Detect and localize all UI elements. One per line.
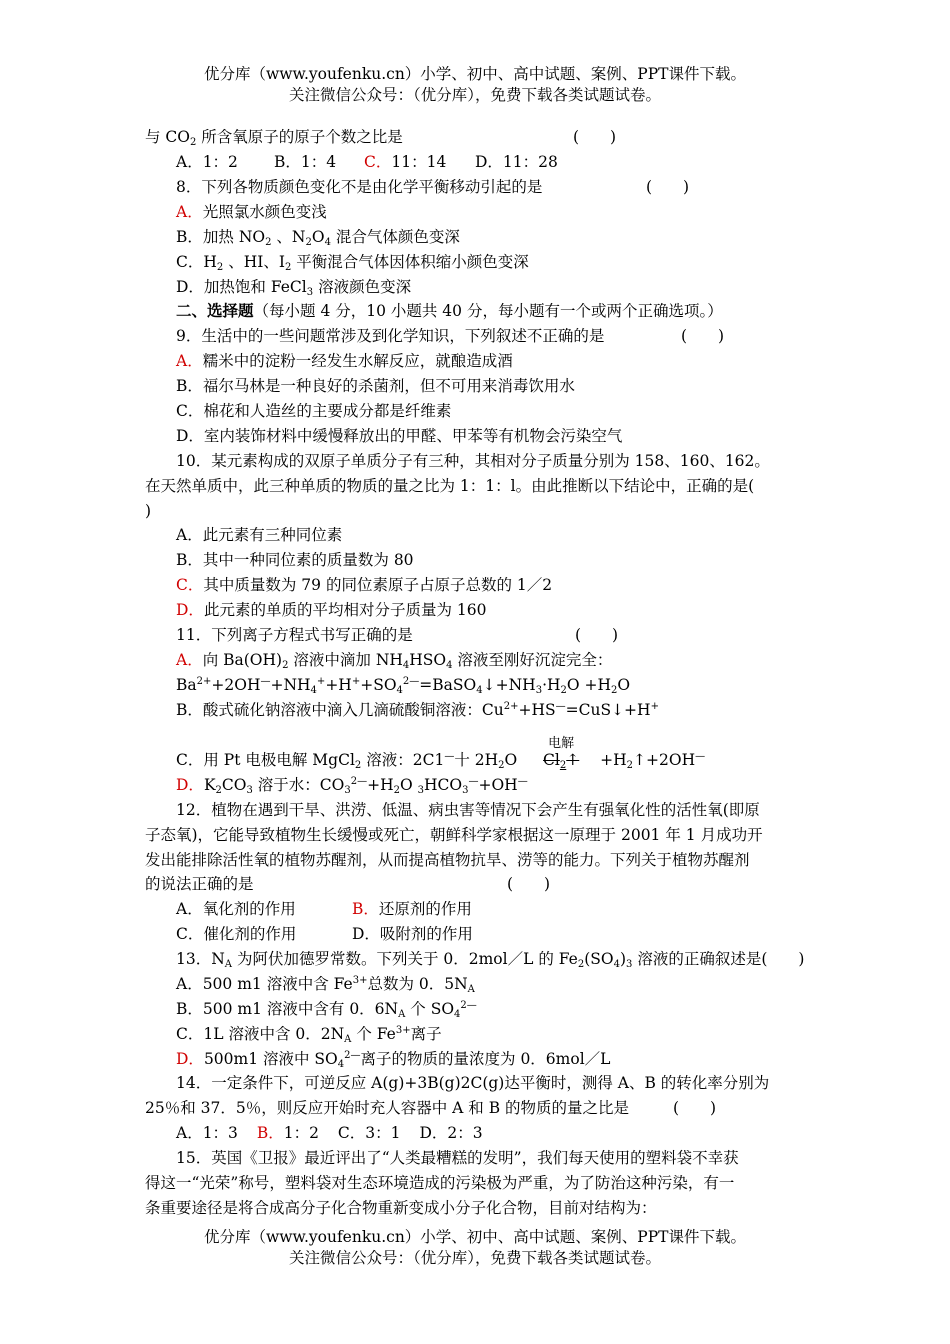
q7-option-d: D．11：28 [475,153,558,171]
q11-option-c: C．用 Pt 电极电解 MgCl$_2$ 溶液：2C1—十 $2H_2O$ 电解 $Cl_2↑$ $+H_2↑+2OH^—$ [176,736,706,771]
q13-option-b: B．500 m1 溶液中含有 0．$6N_A$ 个 $SO_4^{2—}$ [176,1000,477,1020]
page-footer [0,1227,950,1269]
answer-bracket: ( ) [575,626,619,644]
q12-stem-line-2: 子态氧)，它能导致植物生长缓慢或死亡，朝鲜科学家根据这一原理于 2001 年 1 月成功开 [145,826,763,844]
q14-option-c: C．3：1 [337,1124,401,1142]
q12-stem-line-4: 的说法正确的是 ( ) [145,875,551,893]
q11-option-a-equation: $Ba^{2+}+2OH^—+NH_4^++H^++SO_4^{2—}=BaSO_4↓+NH_3\cdot H_2O +H_2O$ [176,676,631,696]
q10-stem-line-1: 10．某元素构成的双原子单质分子有三种，其相对分子质量分别为 158、160、162。 [176,452,770,470]
answer-bracket: ( ) [573,128,617,146]
q9-option-d: D．室内装饰材料中缓慢释放出的甲醛、甲苯等有机物会污染空气 [176,427,623,445]
q8-option-d: D．加热饱和 FeCl$_3$ 溶液颜色变深 [176,278,412,298]
answer-bracket: ( ) [681,327,725,345]
q10-option-c: C．其中质量数为 79 的同位素原子占原子总数的 1／2 [176,576,553,594]
q10-stem-line-2: 在天然单质中，此三种单质的物质的量之比为 1：1：l。由此推断以下结论中，正确的是( [145,477,755,495]
q7-option-b: B．1：4 [274,153,337,171]
q15-stem-line-2: 得这一“光荣”称号，塑料袋对生态环境造成的污染极为严重，为了防治这种污染，有一 [145,1174,735,1192]
footer-line-2: 关注微信公众号：（优分库），免费下载各类试题试卷。 [288,1249,661,1267]
q9-option-b: B．福尔马林是一种良好的杀菌剂，但不可用来消毒饮用水 [176,377,575,395]
q12-stem-line-3: 发出能排除活性氧的植物苏醒剂，从而提高植物抗旱、涝等的能力。下列关于植物苏醒剂 [145,851,750,869]
section-description: （每小题 4 分，10 小题共 40 分，每小题有一个或两个正确选项。） [253,302,723,320]
q8-option-b: B．加热 $NO_2$ 、$N_2O_4$ 混合气体颜色变深 [176,228,460,248]
q11-stem: 11．下列离子方程式书写正确的是 ( ) [176,626,619,644]
q7-option-a: A．1：2 [176,153,238,171]
answer-bracket: ( ) [673,1099,717,1117]
electrolysis-condition: 电解 [548,736,575,751]
q7-options [176,152,558,172]
q11-option-d: D．$K_2CO_3$ 溶于水：$CO_3^{2—}+H_2O$ $_3HCO_3^—+OH^—$ [176,776,528,796]
q13-option-d: D．500m1 溶液中 $SO_4^{2—}$离子的物质的量浓度为 0．6mol／L [176,1050,611,1070]
q11-option-a: A．向 $Ba(OH)_2$ 溶液中滴加 $NH_4HSO_4$ 溶液至刚好沉淀完全： [176,651,613,671]
q10-stem-line-3: ) [145,502,152,520]
q12-option-a: A．氧化剂的作用 [176,900,296,918]
q9-option-a: A．糯米中的淀粉一经发生水解反应，就酿造成酒 [176,352,513,370]
section-heading [176,301,723,321]
q12-options-row-1 [176,899,472,919]
q10-option-d: D．此元素的单质的平均相对分子质量为 160 [176,601,487,619]
q13-stem: 13．$N_A$ 为阿伏加德罗常数。下列关于 0．2mol／L 的 $Fe_2(SO_4)_3$ 溶液的正确叙述是( ) [176,950,805,970]
q12-option-c: C．催化剂的作用 [176,925,297,943]
header-line-1: 优分库（www.youfenku.cn）小学、初中、高中试题、案例、PPT课件下载。 [203,65,747,83]
q13-option-c: C．1L 溶液中含 0．$2N_A$ 个 $Fe^{3+}$离子 [176,1025,442,1045]
answer-bracket: ( ) [646,178,690,196]
q12-option-d: D．吸附剂的作用 [352,925,473,943]
q14-option-d: D．2：3 [419,1124,483,1142]
q12-stem-line-1: 12．植物在遇到干旱、洪涝、低温、病虫害等情况下会产生有强氧化性的活性氧(即原 [176,801,760,819]
q10-option-b: B．其中一种同位素的质量数为 80 [176,551,414,569]
header-line-2: 关注微信公众号：（优分库），免费下载各类试题试卷。 [288,86,661,104]
q14-option-a: A．1：3 [176,1124,238,1142]
q8-option-c: C．$H_2$ 、HI、$I_2$ 平衡混合气体因体积缩小颜色变深 [176,253,529,273]
q8-option-a: A．光照氯水颜色变浅 [176,203,327,221]
q13-option-a: A．500 m1 溶液中含 $Fe^{3+}$总数为 0．$5N_A$ [176,975,475,995]
q9-option-c: C．棉花和人造丝的主要成分都是纤维素 [176,402,452,420]
page-header [0,64,950,106]
q12-options-row-2 [176,924,473,944]
q14-stem-line-2: 25％和 37．5％，则反应开始时充人容器中 A 和 B 的物质的量之比是 ( ) [145,1099,717,1117]
q14-stem-line-1: 14．一定条件下，可逆反应 A(g)+3B(g)2C(g)达平衡时，测得 A、B 的转化率分别为 [176,1074,770,1092]
q15-stem-line-1: 15．英国《卫报》最近评出了“人类最糟糕的发明”，我们每天使用的塑料袋不幸获 [176,1149,739,1167]
q7-continuation: 与 $CO_2$ 所含氧原子的原子个数之比是 ( ) [145,128,617,148]
answer-bracket: ( ) [507,875,551,893]
footer-line-1: 优分库（www.youfenku.cn）小学、初中、高中试题、案例、PPT课件下载。 [203,1228,747,1246]
electrolysis-arrow: 电解 $Cl_2↑$ [522,750,600,770]
q11-option-b: B．酸式硫化钠溶液中滴入几滴硫酸铜溶液：$Cu^{2+}+HS^—=CuS↓+H^+$ [176,701,659,719]
section-title: 二、选择题 [176,301,254,320]
q7-option-c: C．11：14 [364,153,447,171]
q12-option-b: B．还原剂的作用 [352,900,472,918]
q10-option-a: A．此元素有三种同位素 [176,526,343,544]
q14-option-b: B．1：2 [256,1124,319,1142]
q15-stem-line-3: 条重要途径是将合成高分子化合物重新变成小分子化合物，目前对结构为： [145,1199,657,1217]
q14-options [176,1123,483,1143]
q9-stem: 9．生活中的一些问题常涉及到化学知识，下列叙述不正确的是 ( ) [176,327,725,345]
q8-stem: 8．下列各物质颜色变化不是由化学平衡移动引起的是 ( ) [176,178,690,196]
